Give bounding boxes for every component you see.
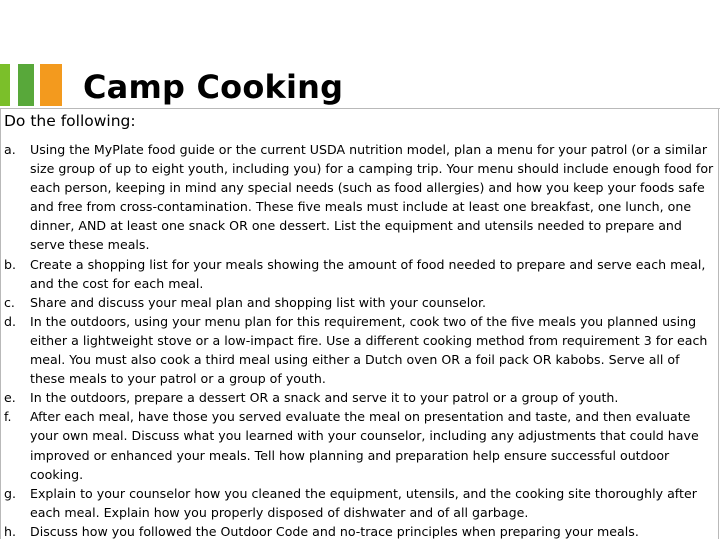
list-marker: e. [4, 390, 16, 406]
title-accent-bars [0, 64, 62, 106]
list-item-text: Share and discuss your meal plan and shopping list with your counselor. [30, 294, 486, 310]
list-item [0, 140, 720, 255]
list-item [0, 388, 720, 407]
requirements-list [0, 140, 720, 541]
list-marker: h. [4, 523, 16, 539]
list-item-text: Discuss how you followed the Outdoor Code and no-trace principles when preparing your meals. [30, 523, 639, 539]
list-marker: g. [4, 485, 16, 501]
list-marker: a. [4, 142, 16, 157]
list-marker: d. [4, 313, 16, 329]
page-title: Camp Cooking [83, 68, 344, 106]
accent-bar-1 [0, 64, 10, 106]
accent-bar-3 [40, 64, 62, 106]
list-marker: c. [4, 294, 15, 310]
list-item-text: Using the MyPlate food guide or the current USDA nutrition model, plan a menu for your patrol (or a similar size group of up to eight youth, including you) for a camping trip. Your menu should include enough food for each person, keeping in mind any special needs (such as food allergies) and how you keep your foods safe and free from cross-contamination. These five meals must include at least one breakfast, one lunch, one dinner, AND at least one snack OR one dessert. List the equipment and utensils needed to prepare and serve these meals. [30, 142, 714, 253]
list-marker: f. [4, 409, 12, 425]
list-item-text: After each meal, have those you served evaluate the meal on presentation and taste, and then evaluate your own meal. Discuss what you learned with your counselor, including any adjustments that could have improved or enhanced your meals. Tell how planning and preparation help ensure successful outdoor cooking. [30, 409, 699, 482]
intro-text: Do the following: [4, 112, 136, 130]
list-item [0, 484, 720, 522]
list-item-text: In the outdoors, prepare a dessert OR a snack and serve it to your patrol or a group of youth. [30, 390, 619, 406]
list-item [0, 312, 720, 388]
list-marker: b. [4, 256, 16, 272]
list-item [0, 407, 720, 483]
accent-bar-2 [18, 64, 34, 106]
list-item-text: In the outdoors, using your menu plan for this requirement, cook two of the five meals you planned using either a lightweight stove or a low-impact fire. Use a different cooking method from requirement 3 for each meal. You must also cook a third meal using either a Dutch oven OR a foil pack OR kabobs. Serve all of these meals to your patrol or a group of youth. [30, 313, 708, 387]
list-item [0, 522, 720, 541]
list-item-text: Explain to your counselor how you cleaned the equipment, utensils, and the cooking site thoroughly after each meal. Explain how you properly disposed of dishwater and of all garbage. [30, 485, 697, 520]
list-item-text: Create a shopping list for your meals showing the amount of food needed to prepare and serve each meal, and the cost for each meal. [30, 256, 706, 291]
list-item [0, 293, 720, 312]
list-item [0, 255, 720, 293]
